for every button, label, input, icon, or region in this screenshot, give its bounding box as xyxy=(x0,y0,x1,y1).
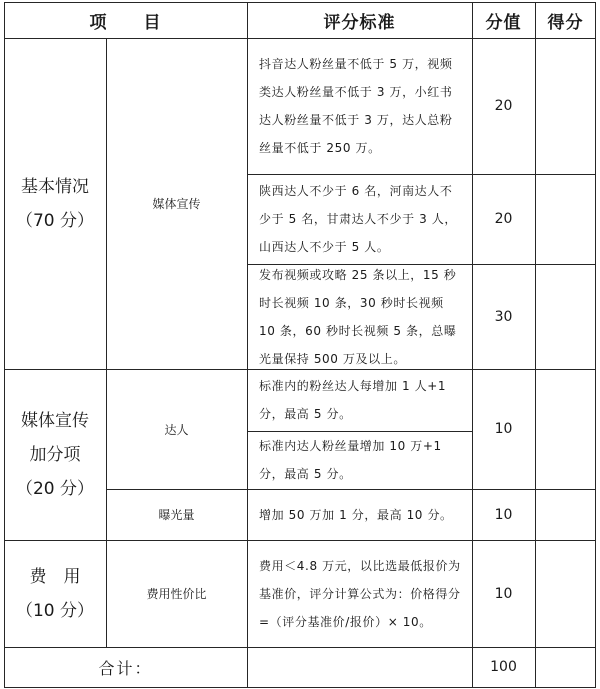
sub-media-promo: 媒体宣传 xyxy=(152,197,201,211)
score-cell[interactable] xyxy=(535,540,596,647)
grid-line xyxy=(247,174,596,175)
score-cell[interactable] xyxy=(535,489,596,540)
category-basic-points: （70 分） xyxy=(15,210,95,231)
grid-line xyxy=(247,431,472,432)
criteria-text: 标准内的粉丝达人每增加 1 人+1 分，最高 5 分。 xyxy=(259,379,447,421)
criteria-cell xyxy=(247,431,472,489)
score-cell[interactable] xyxy=(535,369,596,489)
sub-influencers: 达人 xyxy=(164,422,189,437)
category-bonus-label: 媒体宣传 xyxy=(21,410,89,431)
criteria-text: 费用＜4.8 万元，以比选最低报价为基准价，评分计算公式为：价格得分=（评分基准价/报价）× 10。 xyxy=(259,558,461,629)
value-cell: 20 xyxy=(494,98,513,114)
score-cell[interactable] xyxy=(535,174,596,264)
total-value: 100 xyxy=(490,659,517,675)
total-score-cell[interactable] xyxy=(535,647,596,687)
grid-line xyxy=(4,687,596,688)
value-cell: 10 xyxy=(494,421,513,437)
score-cell[interactable] xyxy=(535,38,596,174)
value-cell: 20 xyxy=(494,211,513,227)
grid-line xyxy=(106,489,596,490)
grid-line xyxy=(4,38,596,39)
criteria-text: 增加 50 万加 1 分，最高 10 分。 xyxy=(259,507,453,522)
score-cell[interactable] xyxy=(535,264,596,369)
grid-line xyxy=(4,369,596,370)
criteria-text: 发布视频或攻略 25 条以上，15 秒时长视频 10 条，30 秒时长视频 10 条，60 秒时长视频 5 条，总曝光量保持 500 万及以上。 xyxy=(259,267,457,366)
value-cell: 30 xyxy=(494,308,513,325)
category-basic xyxy=(4,38,106,369)
sub-cost-performance: 费用性价比 xyxy=(146,587,207,601)
total-label: 合计： xyxy=(98,658,153,678)
grid-line xyxy=(4,2,596,3)
category-cost xyxy=(4,540,106,647)
grid-line xyxy=(106,38,107,647)
grid-line xyxy=(247,264,596,265)
criteria-text: 陕西达人不少于 6 名，河南达人不少于 5 名，甘肃达人不少于 3 人，山西达人不少于 5 人。 xyxy=(259,184,457,254)
grid-line xyxy=(4,540,596,541)
category-bonus-label-2: 加分项 xyxy=(29,444,81,465)
category-bonus xyxy=(4,369,106,540)
category-cost-label: 费 用 xyxy=(29,566,81,587)
category-basic-label: 基本情况 xyxy=(21,176,89,197)
sub-exposure: 曝光量 xyxy=(158,508,195,522)
grid-line xyxy=(4,2,5,688)
grid-line xyxy=(535,2,536,688)
value-cell: 10 xyxy=(494,506,513,523)
header-value: 分值 xyxy=(485,12,522,33)
criteria-text: 抖音达人粉丝量不低于 5 万，视频类达人粉丝量不低于 3 万，小红书达人粉丝量不低于 3 万，达人总粉丝量不低于 250 万。 xyxy=(259,57,453,155)
category-bonus-points: （20 分） xyxy=(15,478,95,499)
criteria-text: 标准内达人粉丝量增加 10 万+1 分，最高 5 分。 xyxy=(259,439,442,481)
category-cost-points: （10 分） xyxy=(15,600,95,621)
criteria-cell xyxy=(247,174,472,264)
criteria-cell xyxy=(247,540,472,647)
value-cell: 10 xyxy=(494,585,513,602)
criteria-cell xyxy=(247,489,472,540)
header-criteria: 评分标准 xyxy=(323,12,396,33)
grid-line xyxy=(247,2,248,688)
criteria-cell xyxy=(247,264,472,369)
header-score: 得分 xyxy=(547,12,584,33)
grid-line xyxy=(472,2,473,688)
criteria-cell xyxy=(247,369,472,431)
grid-line xyxy=(4,647,596,648)
grid-line xyxy=(595,2,596,688)
header-item: 项 目 xyxy=(89,12,162,33)
criteria-cell xyxy=(247,38,472,174)
